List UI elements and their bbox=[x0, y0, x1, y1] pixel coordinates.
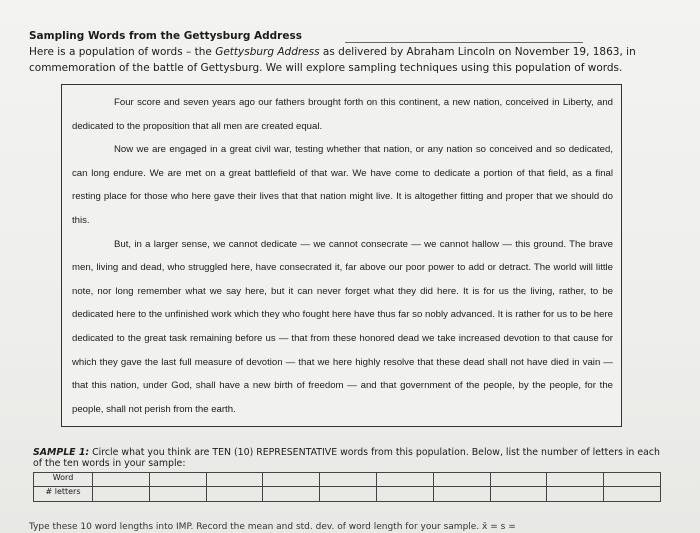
passage-paragraph-3: But, in a larger sense, we cannot dedicate — we cannot consecrate — we cannot hallow — this ground. The brave men, living and dead, who struggled here, have consecrated it, far above our poor power to add or detract. The world will little note, nor long remember what we say here, but it can never forget what they did here. It is for us the living, rather, to be dedicated here to the unfinished work which they who fought here have thus far so nobly advanced. It is rather for us to be here dedicated to the great task remaining before us — that from these honored dead we take increased devotion to that cause for which they gave the last full measure of devotion — that we here highly resolve that these dead shall not have died in vain — that this nation, under God, shall have a new birth of freedom — and that government of the people, by the people, for the people, shall not perish from the earth. bbox=[72, 238, 613, 415]
partially-visible-footer-text: Type these 10 word lengths into IMP. Record the mean and std. dev. of word length for your sample. x̄ = s = bbox=[29, 522, 516, 532]
letters-cell[interactable] bbox=[547, 487, 604, 502]
word-cell[interactable] bbox=[376, 473, 433, 487]
letters-row bbox=[34, 487, 661, 502]
sample-instructions bbox=[33, 447, 663, 469]
letters-cell[interactable] bbox=[433, 487, 490, 502]
intro-part1: Here is a population of words – the bbox=[29, 46, 216, 58]
word-cell[interactable] bbox=[149, 473, 206, 487]
word-cell[interactable] bbox=[604, 473, 661, 487]
word-sample-table bbox=[33, 472, 661, 502]
passage-paragraph-2: Now we are engaged in a great civil war, testing whether that nation, or any nation so conceived and so dedicated, can long endure. We are met on a great battlefield of that war. We have come to dedicate a portion of that field, as a final resting place for those who here gave their lives that that nation might live. It is altogether fitting and proper that we should do this. bbox=[72, 144, 613, 226]
letters-cell[interactable] bbox=[93, 487, 150, 502]
letters-cell[interactable] bbox=[149, 487, 206, 502]
letters-cell[interactable] bbox=[206, 487, 263, 502]
letters-cell[interactable] bbox=[376, 487, 433, 502]
passage-paragraph-1: Four score and seven years ago our fathers brought forth on this continent, a new nation, conceived in Liberty, and dedicated to the proposition that all men are created equal. bbox=[72, 97, 613, 132]
sample-text: Circle what you think are TEN (10) REPRESENTATIVE words from this population. Below, list the number of letters in each of the ten words in your sample: bbox=[33, 447, 660, 469]
word-cell[interactable] bbox=[93, 473, 150, 487]
word-cell[interactable] bbox=[263, 473, 320, 487]
intro-text bbox=[29, 44, 669, 76]
intro-italic: Gettysburg Address bbox=[215, 46, 320, 58]
word-cell[interactable] bbox=[206, 473, 263, 487]
word-cell[interactable] bbox=[490, 473, 547, 487]
page-title: Sampling Words from the Gettysburg Address bbox=[29, 30, 302, 42]
word-header: Word bbox=[34, 473, 93, 487]
name-line bbox=[345, 42, 583, 43]
letters-cell[interactable] bbox=[490, 487, 547, 502]
word-cell[interactable] bbox=[433, 473, 490, 487]
letters-cell[interactable] bbox=[263, 487, 320, 502]
word-cell[interactable] bbox=[320, 473, 377, 487]
word-cell[interactable] bbox=[547, 473, 604, 487]
intro-part2: as delivered by Abraham Lincoln on November 19, 1863, in commemoration of the battle of Gettysburg. We will explore sampling techniques using this population of words. bbox=[29, 46, 636, 74]
sample-label: SAMPLE 1: bbox=[33, 447, 90, 458]
letters-cell[interactable] bbox=[320, 487, 377, 502]
word-row bbox=[34, 473, 661, 487]
letters-header: # letters bbox=[34, 487, 93, 502]
gettysburg-passage-box bbox=[61, 84, 622, 427]
letters-cell[interactable] bbox=[604, 487, 661, 502]
